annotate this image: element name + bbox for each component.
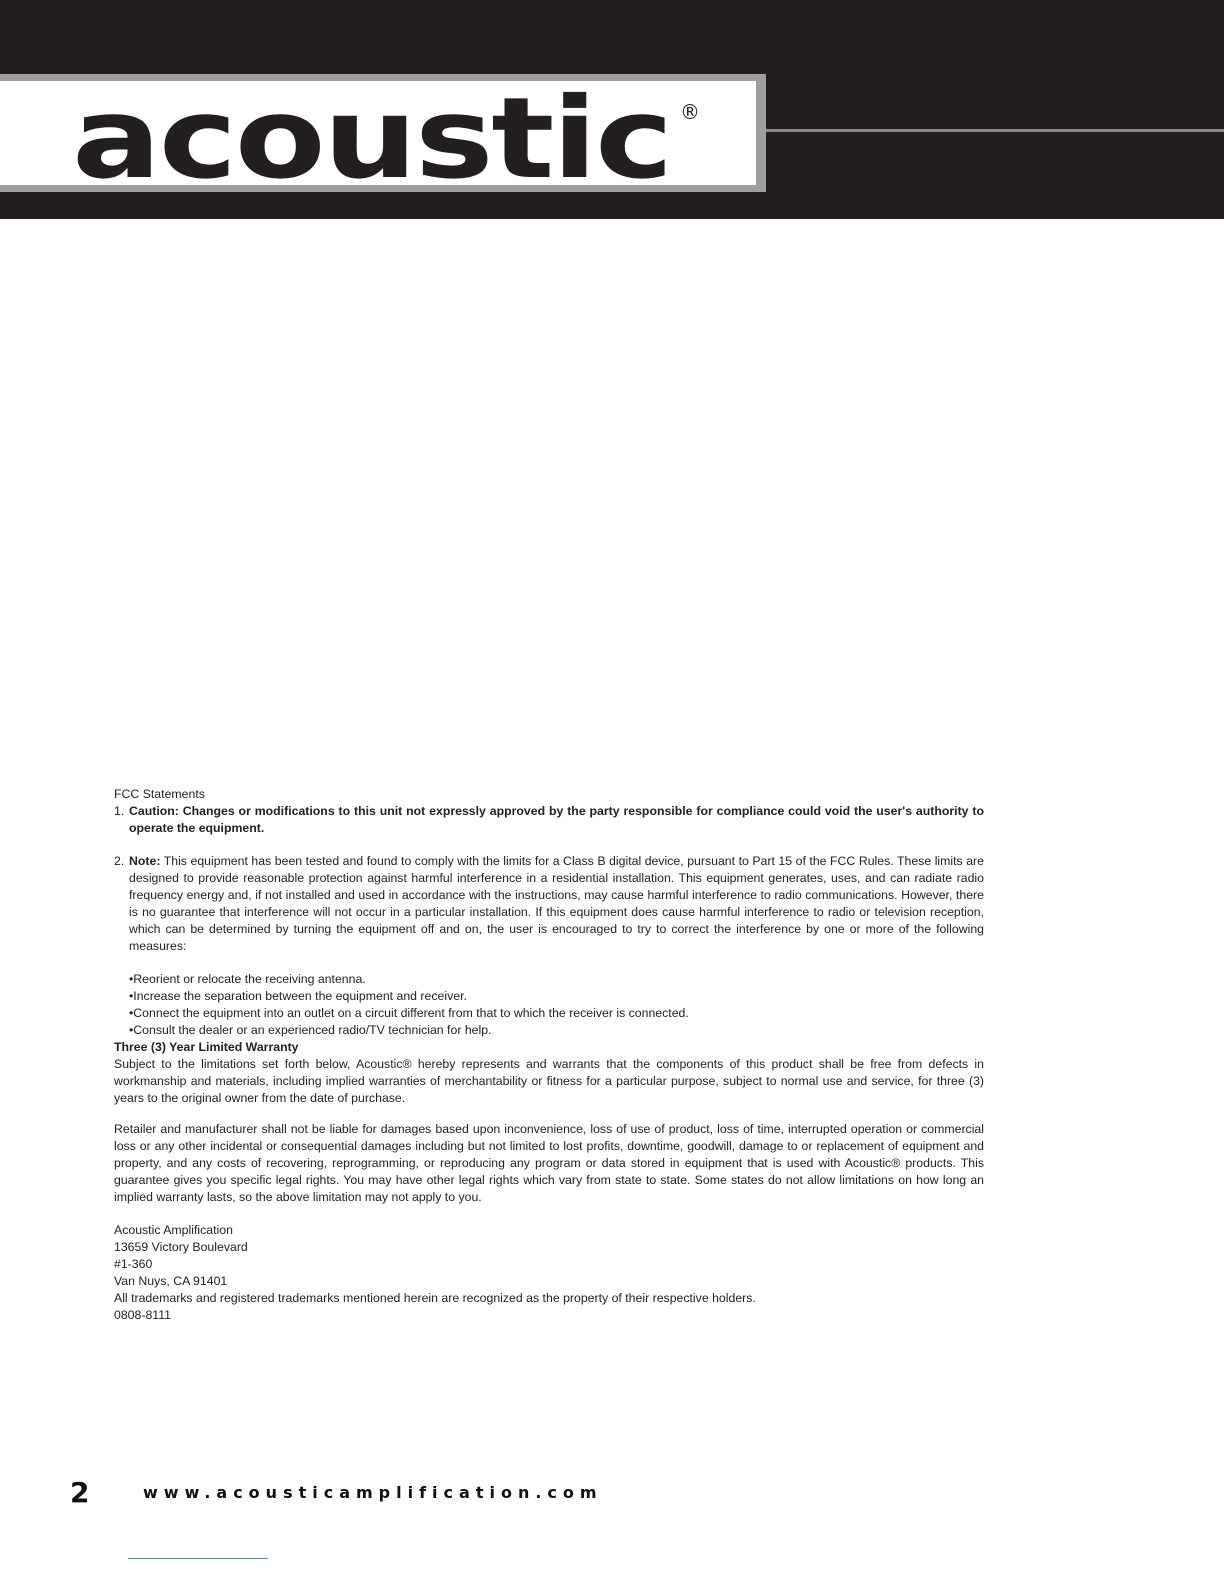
item-label: Caution: <box>129 804 179 818</box>
page-number: 2 <box>70 1476 90 1509</box>
item-body <box>129 803 984 837</box>
trademarks-notice: All trademarks and registered trademarks mentioned herein are recognized as the property of their respective holders. <box>114 1291 756 1305</box>
document-code: 0808-8111 <box>114 1308 171 1322</box>
measures-list <box>114 971 984 1039</box>
address-line: Acoustic Amplification <box>114 1223 233 1237</box>
list-item: •Consult the dealer or an experienced radio/TV technician for help. <box>129 1023 492 1037</box>
address-line: Van Nuys, CA 91401 <box>114 1274 228 1288</box>
item-text: Changes or modifications to this unit not expressly approved by the party responsible for compliance could void the user's authority to operate the equipment. <box>129 804 984 835</box>
item-number: 1. <box>114 804 125 818</box>
registered-mark: ® <box>680 100 700 124</box>
company-address <box>114 1222 984 1290</box>
address-line: 13659 Victory Boulevard <box>114 1240 248 1254</box>
brand-logo: acoustic <box>72 74 672 204</box>
warranty-title: Three (3) Year Limited Warranty <box>114 1040 299 1054</box>
item-text: This equipment has been tested and found to comply with the limits for a Class B digital device, pursuant to Part 15 of the FCC Rules. These limits are designed to provide reasonable protection against harmful interference in a residential installation. This equipment generates, uses, and can radiate radio frequency energy and, if not installed and used in accordance with the instructions, may cause harmful interference to radio communications. However, there is no guarantee that interference will not occur in a particular installation. If this equipment does cause harmful interference to radio or television reception, which can be determined by turning the equipment off and on, the user is encouraged to try to correct the interference by one or more of the following measures: <box>129 854 984 953</box>
list-item: •Reorient or relocate the receiving antenna. <box>129 972 366 986</box>
warranty-paragraph-1: Subject to the limitations set forth below, Acoustic® hereby represents and warrants that the components of this product shall be free from defects in workmanship and materials, including implied warranties of merchantability or fitness for a particular purpose, subject to normal use and service, for three (3) years to the original owner from the date of purchase. <box>114 1057 984 1105</box>
document-body <box>114 786 984 1324</box>
header-rule <box>766 129 1224 132</box>
warranty-paragraph-2: Retailer and manufacturer shall not be liable for damages based upon inconvenience, loss of use of product, loss of time, interrupted operation or commercial loss or any other incidental or consequential damages including but not limited to lost profits, downtime, goodwill, damage to or replacement of equipment and property, and any costs of recovering, reprogramming, or reproducing any program or data stored in equipment that is used with Acoustic® products. This guarantee gives you specific legal rights. You may have other legal rights which vary from state to state. Some states do not allow limitations on how long an implied warranty lasts, so the above limitation may not apply to you. <box>114 1122 984 1204</box>
address-line: #1-360 <box>114 1257 153 1271</box>
item-label: Note: <box>129 854 161 868</box>
list-item: •Increase the separation between the equipment and receiver. <box>129 989 467 1003</box>
website-url[interactable]: www.acousticamplification.com <box>143 1483 603 1502</box>
fcc-item-note <box>114 853 984 955</box>
link-underline <box>128 1558 268 1559</box>
fcc-title: FCC Statements <box>114 787 205 801</box>
item-number: 2. <box>114 854 125 868</box>
item-body <box>129 853 984 955</box>
fcc-item-caution <box>114 803 984 837</box>
list-item: •Connect the equipment into an outlet on a circuit different from that to which the receiver is connected. <box>129 1006 689 1020</box>
